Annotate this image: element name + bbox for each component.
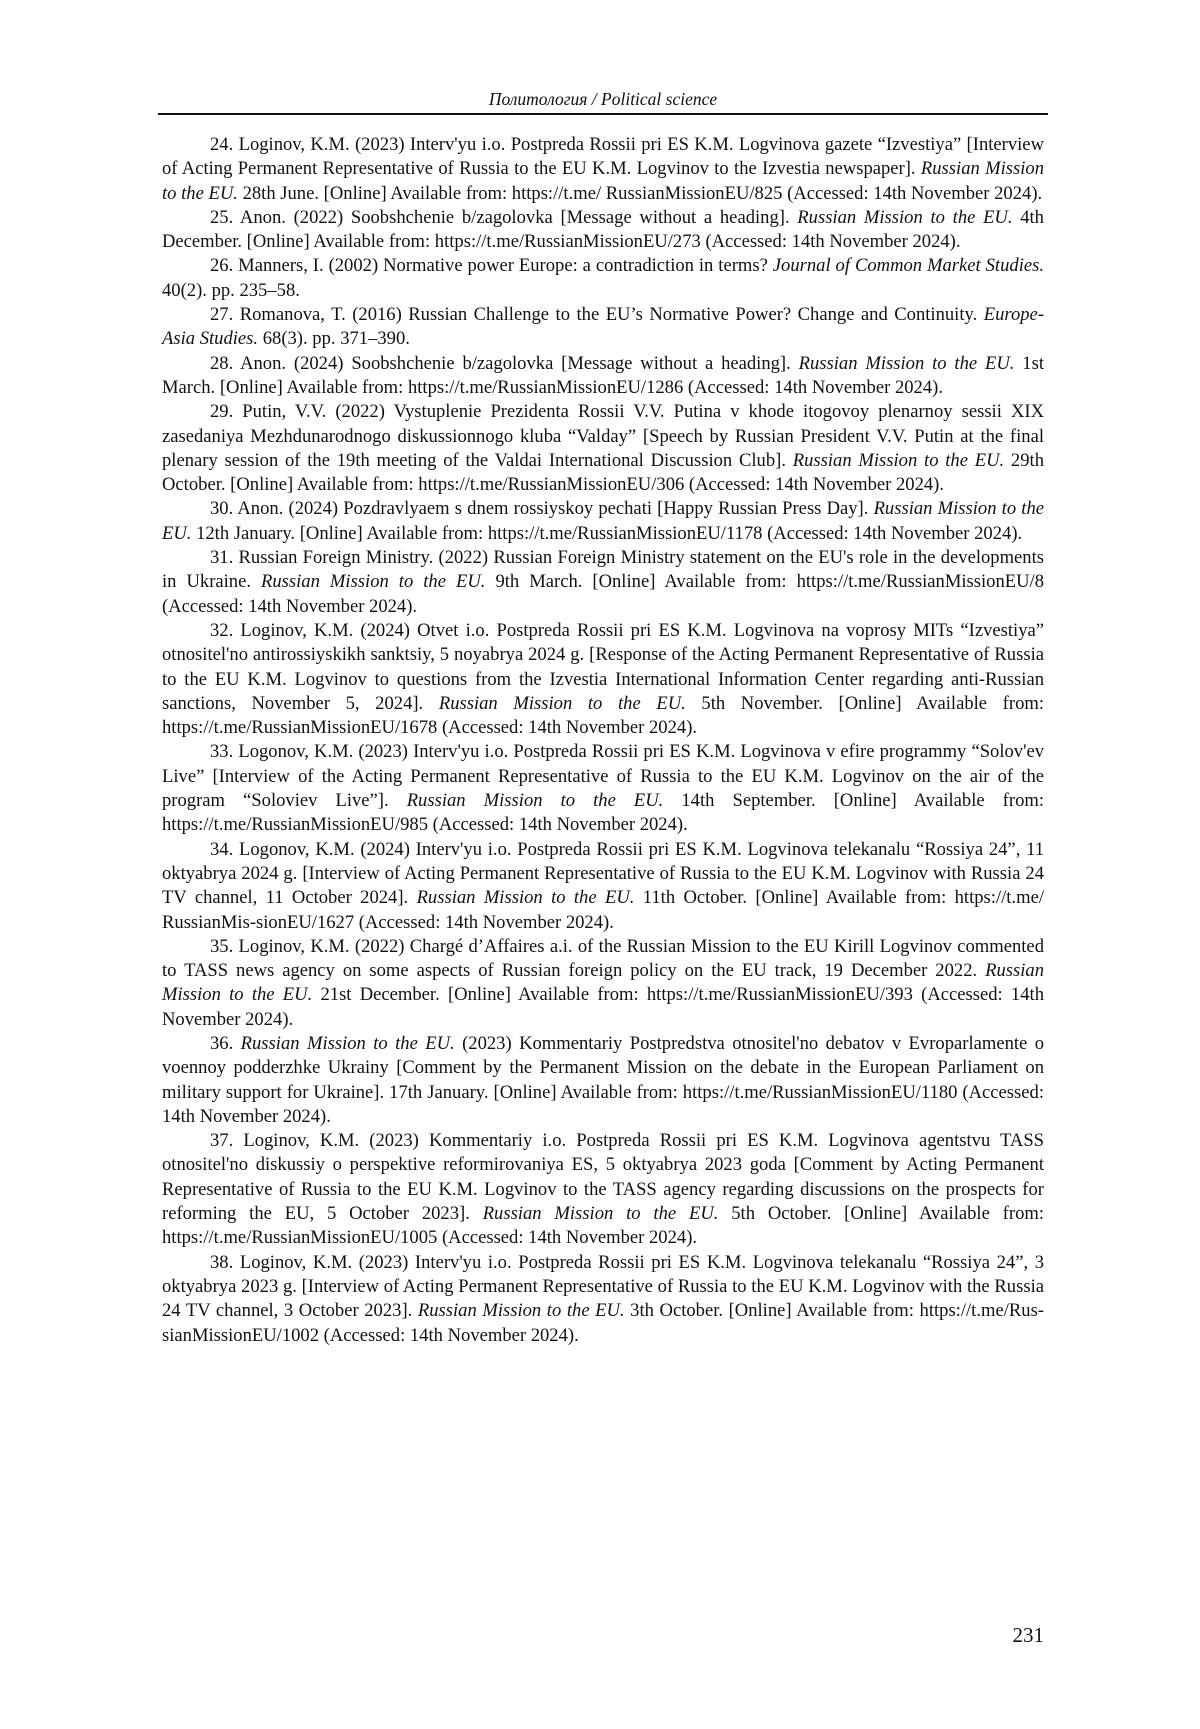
reference-item: 33. Logonov, K.M. (2023) Interv'yu i.o. Postpreda Rossii pri ES K.M. Logvinova v efire programmy “Solov'ev Live” [Interview of the Acting Permanent Representative of Russia to the EU K.M. Logvinov on the air of the program “Soloviev Live”]. Russian Mission to the EU. 14th September. [Online] Available from: https://t.me/RussianMissionEU/985 (Accessed: 14th November 2024). [162, 741, 1044, 836]
page-number: 231 [1012, 1623, 1044, 1647]
reference-item: 24. Loginov, K.M. (2023) Interv'yu i.o. Postpreda Rossii pri ES K.M. Logvinova gazete “Izvestiya” [Interview of Acting Permanent Representative of Russia to the EU K.M. Logvinov to the Izvestia newspaper]. Russian Mission to the EU. 28th June. [Online] Available from: https://t.me/ RussianMissionEU/825 (Accessed: 14th November 2024). [162, 134, 1045, 204]
reference-item: 25. Anon. (2022) Soobshchenie b/zagolovka [Message without a heading]. Russian Mission to the EU. 4th December. [Online] Available from: https://t.me/RussianMissionEU/273 (Accessed: 14th November 2024). [162, 206, 1044, 253]
reference-item: 35. Loginov, K.M. (2022) Chargé d’Affaires a.i. of the Russian Mission to the EU Kirill Logvinov commented to TASS news agency on some aspects of Russian foreign policy on the EU track, 19 December 2022. Russian Mission to the EU. 21st December. [Online] Available from: https://t.me/RussianMissionEU/393 (Accessed: 14th November 2024). [162, 935, 1044, 1030]
running-header: Политология / Political science [488, 89, 718, 109]
reference-item: 36. Russian Mission to the EU. (2023) Kommentariy Postpredstva otnositel'no debatov v Evroparlamente o voennoy podderzhke Ukrainy [Comment by the Permanent Mission on the debate in the European Parliament on military support for Ukraine]. 17th January. [Online] Available from: https://t.me/RussianMissionEU/1180 (Accessed: 14th November 2024). [162, 1032, 1045, 1127]
reference-item: 28. Anon. (2024) Soobshchenie b/zagolovka [Message without a heading]. Russian Mission to the EU. 1st March. [Online] Available from: https://t.me/RussianMissionEU/1286 (Accessed: 14th November 2024). [162, 352, 1044, 398]
reference-item: 37. Loginov, K.M. (2023) Kommentariy i.o. Postpreda Rossii pri ES K.M. Logvinova agentstvu TASS otnositel'no diskussiy o perspektive reformirovaniya ES, 5 oktyabrya 2023 goda [Comment by Acting Permanent Representative of Russia to the EU K.M. Logvinov to the TASS agency regarding discussions on the prospects for reforming the EU, 5 October 2023]. Russian Mission to the EU. 5th October. [Online] Available from: https://t.me/RussianMissionEU/1005 (Accessed: 14th November 2024). [162, 1130, 1044, 1249]
header-rule [158, 113, 1048, 115]
reference-item: 32. Loginov, K.M. (2024) Otvet i.o. Postpreda Rossii pri ES K.M. Logvinova na voprosy MITs “Izvestiya” otnositel'no antirossiyskikh sanktsiy, 5 noyabrya 2024 g. [Response of the Acting Permanent Representative of Russia to the EU K.M. Logvinov to questions from the Izvestia International Information Center regarding anti-Russian sanctions, November 5, 2024]. Russian Mission to the EU. 5th November. [Online] Available from: https://t.me/RussianMissionEU/1678 (Accessed: 14th November 2024). [162, 619, 1044, 739]
reference-item: 38. Loginov, K.M. (2023) Interv'yu i.o. Postpreda Rossii pri ES K.M. Logvinova telekanalu “Rossiya 24”, 3 oktyabrya 2023 g. [Interview of Acting Permanent Representative of Russia to the EU K.M. Logvinov with the Russia 24 TV channel, 3 October 2023]. Russian Mission to the EU. 3th October. [Online] Available from: https://t.me/Rus-sianMissionEU/1002 (Accessed: 14th November 2024). [162, 1251, 1044, 1346]
reference-item: 31. Russian Foreign Ministry. (2022) Russian Foreign Ministry statement on the EU's role in the developments in Ukraine. Russian Mission to the EU. 9th March. [Online] Available from: https://t.me/RussianMissionEU/8 (Accessed: 14th November 2024). [162, 547, 1045, 617]
reference-item: 26. Manners, I. (2002) Normative power Europe: a contradiction in terms? Journal of Common Market Studies. 40(2). pp. 235–58. [162, 255, 1044, 301]
reference-item: 30. Anon. (2024) Pozdravlyaem s dnem rossiyskoy pechati [Happy Russian Press Day]. Russian Mission to the EU. 12th January. [Online] Available from: https://t.me/RussianMissionEU/1178 (Accessed: 14th November 2024). [162, 498, 1044, 544]
reference-item: 29. Putin, V.V. (2022) Vystuplenie Prezidenta Rossii V.V. Putina v khode itogovoy plenarnoy sessii XIX zasedaniya Mezhdunarodnogo diskussionnogo kluba “Valday” [Speech by Russian President V.V. Putin at the final plenary session of the 19th meeting of the Valdai International Discussion Club]. Russian Mission to the EU. 29th October. [Online] Available from: https://t.me/RussianMissionEU/306 (Accessed: 14th November 2024). [162, 401, 1044, 496]
reference-item: 34. Logonov, K.M. (2024) Interv'yu i.o. Postpreda Rossii pri ES K.M. Logvinova telekanalu “Rossiya 24”, 11 oktyabrya 2024 g. [Interview of Acting Permanent Representative of Russia to the EU K.M. Logvinov with Russia 24 TV channel, 11 October 2024]. Russian Mission to the EU. 11th October. [Online] Available from: https://t.me/ RussianMis-sionEU/1627 (Accessed: 14th November 2024). [162, 838, 1044, 933]
reference-list [162, 133, 1044, 1348]
reference-item: 27. Romanova, T. (2016) Russian Challenge to the EU’s Normative Power? Change and Continuity. Europe-Asia Studies. 68(3). pp. 371–390. [162, 304, 1044, 350]
